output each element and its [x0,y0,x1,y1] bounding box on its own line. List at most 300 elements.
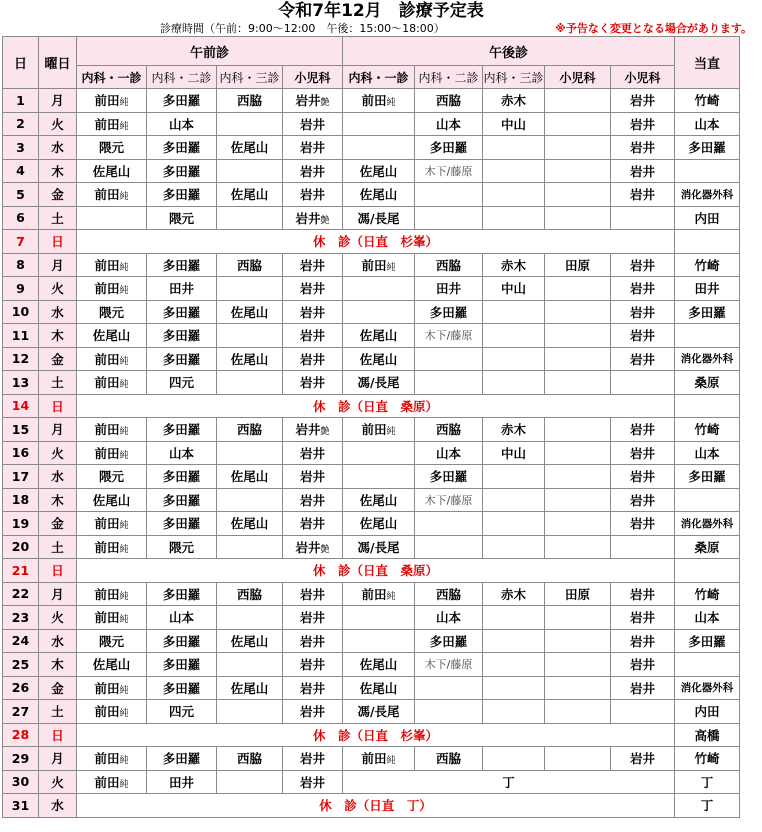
am-cell: 岩井 [283,512,343,536]
am-cell: 多田羅 [147,183,217,207]
header-pm-col: 内科・三診 [483,66,545,89]
am-cell: 佐尾山 [217,300,283,324]
pm-cell: 山本 [415,606,483,630]
pm-cell [415,700,483,724]
am-cell [77,347,147,371]
duty-cell [675,324,740,348]
duty-cell: 丁 [675,770,740,794]
pm-cell [415,183,483,207]
pm-cell: 西脇 [415,582,483,606]
table-row [3,700,740,724]
weekday-cell: 金 [39,512,77,536]
pm-cell: 馮/長尾 [343,371,415,395]
pm-cell: 岩井 [611,747,675,771]
day-cell: 14 [3,394,39,418]
day-cell: 27 [3,700,39,724]
table-row [3,347,740,371]
am-cell [77,89,147,113]
am-cell [77,535,147,559]
day-cell: 13 [3,371,39,395]
am-cell [77,371,147,395]
weekday-cell: 木 [39,653,77,677]
am-cell: 岩井 [283,629,343,653]
weekday-cell: 水 [39,629,77,653]
doctor-name: 岩井 [295,210,321,226]
table-row [3,723,740,747]
am-cell: 岩井 [283,277,343,301]
am-cell [77,418,147,442]
day-cell: 22 [3,582,39,606]
closed-notice: 休 診（日直 桑原） [77,394,675,418]
duty-cell: 多田羅 [675,136,740,160]
doctor-name: 前田 [94,351,120,367]
closed-notice: 休 診（日直 杉峯） [77,230,675,254]
pm-cell [415,535,483,559]
table-row [3,206,740,230]
am-cell: 岩井 [283,441,343,465]
pm-cell: 西脇 [415,418,483,442]
am-cell: 山本 [147,606,217,630]
pm-cell: 西脇 [415,253,483,277]
pm-cell: 岩井 [611,465,675,489]
weekday-cell: 日 [39,723,77,747]
weekday-cell: 日 [39,559,77,583]
doctor-name: 前田 [94,539,120,555]
am-cell: 多田羅 [147,159,217,183]
pm-cell: 山本 [415,441,483,465]
pm-cell [483,136,545,160]
pm-cell [545,700,611,724]
pm-cell [343,89,415,113]
day-cell: 18 [3,488,39,512]
pm-cell: 佐尾山 [343,159,415,183]
weekday-cell: 木 [39,324,77,348]
doctor-suffix: 艶 [320,98,330,109]
pm-cell [611,206,675,230]
doctor-name: 岩井 [295,539,321,555]
doctor-suffix: 純 [386,591,396,602]
weekday-cell: 月 [39,253,77,277]
weekday-cell: 月 [39,418,77,442]
table-row [3,606,740,630]
pm-cell: 岩井 [611,441,675,465]
header-pm-col: 内科・一診 [343,66,415,89]
pm-cell [415,676,483,700]
doctor-name: 前田 [94,516,120,532]
pm-cell [545,653,611,677]
pm-cell [483,183,545,207]
header-day: 日 [3,37,39,89]
doctor-name: 前田 [94,610,120,626]
am-cell: 四元 [147,700,217,724]
am-cell: 多田羅 [147,136,217,160]
am-cell: 多田羅 [147,512,217,536]
table-row [3,535,740,559]
pm-cell [545,206,611,230]
day-cell: 2 [3,112,39,136]
am-cell: 佐尾山 [217,347,283,371]
doctor-suffix: 純 [119,192,129,203]
pm-cell: 岩井 [611,347,675,371]
day-cell: 8 [3,253,39,277]
pm-cell: 多田羅 [415,465,483,489]
pm-cell: 岩井 [611,418,675,442]
pm-cell [545,324,611,348]
day-cell: 5 [3,183,39,207]
table-row [3,465,740,489]
pm-cell: 岩井 [611,136,675,160]
am-cell: 佐尾山 [217,183,283,207]
pm-cell [545,535,611,559]
table-row [3,629,740,653]
pm-cell: 赤木 [483,418,545,442]
pm-cell: 岩井 [611,582,675,606]
pm-cell: 木下/藤原 [415,159,483,183]
day-cell: 29 [3,747,39,771]
doctor-name: 前田 [361,257,387,273]
am-cell: 岩井 [283,183,343,207]
doctor-suffix: 純 [119,709,129,720]
pm-cell [483,747,545,771]
pm-cell [545,159,611,183]
pm-cell [415,371,483,395]
am-cell: 多田羅 [147,465,217,489]
pm-cell [415,206,483,230]
doctor-name: 前田 [94,445,120,461]
day-cell: 20 [3,535,39,559]
am-cell [217,206,283,230]
am-cell: 佐尾山 [217,676,283,700]
pm-cell [483,629,545,653]
am-cell: 四元 [147,371,217,395]
am-cell [283,535,343,559]
am-cell: 佐尾山 [217,465,283,489]
doctor-suffix: 純 [119,685,129,696]
pm-cell: 木下/藤原 [415,653,483,677]
pm-cell: 岩井 [611,606,675,630]
duty-cell: 丁 [675,794,740,818]
pm-cell [483,347,545,371]
pm-cell: 佐尾山 [343,512,415,536]
pm-cell: 岩井 [611,324,675,348]
duty-cell: 山本 [675,112,740,136]
doctor-suffix: 純 [119,591,129,602]
weekday-cell: 金 [39,676,77,700]
doctor-name: 前田 [94,116,120,132]
table-row [3,324,740,348]
duty-cell: 内田 [675,206,740,230]
doctor-suffix: 純 [119,286,129,297]
doctor-name: 岩井 [295,422,321,438]
am-cell [77,441,147,465]
table-row [3,770,740,794]
am-cell: 西脇 [217,253,283,277]
am-cell: 田井 [147,277,217,301]
pm-cell: 岩井 [611,183,675,207]
pm-cell: 田井 [415,277,483,301]
am-cell: 岩井 [283,324,343,348]
day-cell: 16 [3,441,39,465]
pm-cell [545,488,611,512]
doctor-suffix: 純 [119,544,129,555]
weekday-cell: 火 [39,770,77,794]
header-pm-col: 小児科 [611,66,675,89]
pm-cell [483,371,545,395]
am-cell: 岩井 [283,747,343,771]
am-cell: 多田羅 [147,253,217,277]
day-cell: 12 [3,347,39,371]
am-cell: 佐尾山 [217,512,283,536]
am-cell: 岩井 [283,159,343,183]
am-cell [77,253,147,277]
closed-notice: 休 診（日直 桑原） [77,559,675,583]
pm-cell: 西脇 [415,89,483,113]
day-cell: 4 [3,159,39,183]
pm-cell: 赤木 [483,89,545,113]
pm-cell: 岩井 [611,89,675,113]
weekday-cell: 土 [39,206,77,230]
weekday-cell: 金 [39,347,77,371]
day-cell: 1 [3,89,39,113]
table-row [3,582,740,606]
clinic-hours: 診療時間（午前：9:00～12:00 午後：15:00～18:00） [160,22,445,35]
duty-cell: 竹崎 [675,253,740,277]
duty-cell [675,159,740,183]
weekday-cell: 火 [39,277,77,301]
pm-cell: 馮/長尾 [343,535,415,559]
weekday-cell: 水 [39,300,77,324]
am-cell: 多田羅 [147,89,217,113]
am-cell: 佐尾山 [77,488,147,512]
pm-merged-cell: 丁 [343,770,675,794]
pm-cell [545,89,611,113]
am-cell [77,112,147,136]
table-row [3,112,740,136]
am-cell: 佐尾山 [77,653,147,677]
weekday-cell: 土 [39,371,77,395]
doctor-name: 前田 [94,257,120,273]
pm-cell: 赤木 [483,253,545,277]
am-cell [77,770,147,794]
day-cell: 30 [3,770,39,794]
doctor-name: 前田 [94,281,120,297]
am-cell [217,653,283,677]
am-cell: 多田羅 [147,629,217,653]
pm-cell: 岩井 [611,159,675,183]
doctor-suffix: 純 [119,615,129,626]
pm-cell: 西脇 [415,747,483,771]
pm-cell [483,300,545,324]
table-row [3,89,740,113]
am-cell: 田井 [147,770,217,794]
am-cell [217,112,283,136]
am-cell: 佐尾山 [217,136,283,160]
pm-cell: 岩井 [611,676,675,700]
pm-cell [483,488,545,512]
pm-cell [545,465,611,489]
weekday-cell: 日 [39,394,77,418]
closed-notice: 休 診（日直 杉峯） [77,723,675,747]
pm-cell: 佐尾山 [343,653,415,677]
am-cell [217,441,283,465]
am-cell [77,676,147,700]
doctor-name: 前田 [94,93,120,109]
day-cell: 9 [3,277,39,301]
table-row [3,512,740,536]
pm-cell [343,465,415,489]
doctor-suffix: 艶 [320,215,330,226]
doctor-name: 前田 [361,586,387,602]
closed-notice: 休 診（日直 丁） [77,794,675,818]
pm-cell: 馮/長尾 [343,700,415,724]
pm-cell [343,747,415,771]
doctor-name: 前田 [94,187,120,203]
am-cell: 隈元 [77,629,147,653]
doctor-suffix: 純 [119,450,129,461]
duty-cell: 山本 [675,606,740,630]
am-cell: 岩井 [283,347,343,371]
weekday-cell: 火 [39,112,77,136]
duty-cell: 田井 [675,277,740,301]
duty-cell: 消化器外科 [675,183,740,207]
am-cell: 佐尾山 [77,324,147,348]
duty-cell: 消化器外科 [675,676,740,700]
am-cell [217,770,283,794]
day-cell: 7 [3,230,39,254]
pm-cell: 岩井 [611,488,675,512]
weekday-cell: 月 [39,747,77,771]
pm-cell: 木下/藤原 [415,324,483,348]
am-cell [283,206,343,230]
pm-cell [483,465,545,489]
pm-cell [545,629,611,653]
am-cell: 隈元 [77,136,147,160]
am-cell: 多田羅 [147,488,217,512]
change-notice: ※予告なく変更となる場合があります。 [555,22,752,35]
weekday-cell: 木 [39,159,77,183]
weekday-cell: 火 [39,606,77,630]
table-row [3,794,740,818]
pm-cell: 中山 [483,277,545,301]
doctor-suffix: 純 [119,356,129,367]
doctor-suffix: 純 [386,427,396,438]
pm-cell [545,347,611,371]
pm-cell [545,183,611,207]
table-row [3,183,740,207]
am-cell: 佐尾山 [217,629,283,653]
pm-cell [545,371,611,395]
page-title: 令和7年12月 診療予定表 [278,1,484,21]
table-row [3,371,740,395]
table-row [3,747,740,771]
doctor-suffix: 艶 [320,427,330,438]
header-am-col: 内科・二診 [147,66,217,89]
am-cell [77,277,147,301]
duty-cell: 桑原 [675,371,740,395]
am-cell: 岩井 [283,676,343,700]
pm-cell [483,653,545,677]
am-cell: 岩井 [283,300,343,324]
pm-cell [343,112,415,136]
table-row [3,230,740,254]
duty-cell: 多田羅 [675,465,740,489]
weekday-cell: 月 [39,582,77,606]
am-cell: 岩井 [283,582,343,606]
am-cell [217,371,283,395]
am-cell: 多田羅 [147,418,217,442]
day-cell: 24 [3,629,39,653]
weekday-cell: 土 [39,700,77,724]
pm-cell [545,277,611,301]
day-cell: 21 [3,559,39,583]
doctor-name: 前田 [94,422,120,438]
am-cell: 多田羅 [147,582,217,606]
duty-cell: 高橋 [675,723,740,747]
doctor-suffix: 純 [119,779,129,790]
am-cell: 岩井 [283,371,343,395]
doctor-name: 前田 [94,751,120,767]
pm-cell [343,253,415,277]
am-cell [217,159,283,183]
pm-cell: 馮/長尾 [343,206,415,230]
duty-cell: 消化器外科 [675,512,740,536]
am-cell [217,535,283,559]
am-cell: 岩井 [283,700,343,724]
am-cell: 多田羅 [147,324,217,348]
pm-cell [545,441,611,465]
weekday-cell: 水 [39,465,77,489]
am-cell [77,747,147,771]
am-cell: 多田羅 [147,347,217,371]
doctor-suffix: 純 [119,756,129,767]
am-cell [217,700,283,724]
am-cell: 隈元 [77,465,147,489]
doctor-name: 前田 [94,586,120,602]
pm-cell [545,136,611,160]
header-am-col: 内科・三診 [217,66,283,89]
pm-cell [545,418,611,442]
table-row [3,418,740,442]
am-cell [283,89,343,113]
header-pm: 午後診 [343,37,675,66]
duty-cell [675,394,740,418]
pm-cell [483,606,545,630]
table-row [3,653,740,677]
pm-cell: 佐尾山 [343,488,415,512]
day-cell: 11 [3,324,39,348]
duty-cell: 消化器外科 [675,347,740,371]
doctor-suffix: 艶 [320,544,330,555]
header-weekday: 曜日 [39,37,77,89]
am-cell: 西脇 [217,582,283,606]
doctor-name: 岩井 [295,93,321,109]
table-row [3,441,740,465]
doctor-suffix: 純 [119,427,129,438]
pm-cell [343,418,415,442]
table-row [3,488,740,512]
am-cell: 岩井 [283,653,343,677]
table-row [3,159,740,183]
doctor-name: 前田 [94,704,120,720]
am-cell: 岩井 [283,112,343,136]
pm-cell [483,206,545,230]
am-cell: 山本 [147,441,217,465]
pm-cell: 田原 [545,582,611,606]
pm-cell [611,371,675,395]
day-cell: 26 [3,676,39,700]
pm-cell: 田原 [545,253,611,277]
doctor-suffix: 純 [386,98,396,109]
